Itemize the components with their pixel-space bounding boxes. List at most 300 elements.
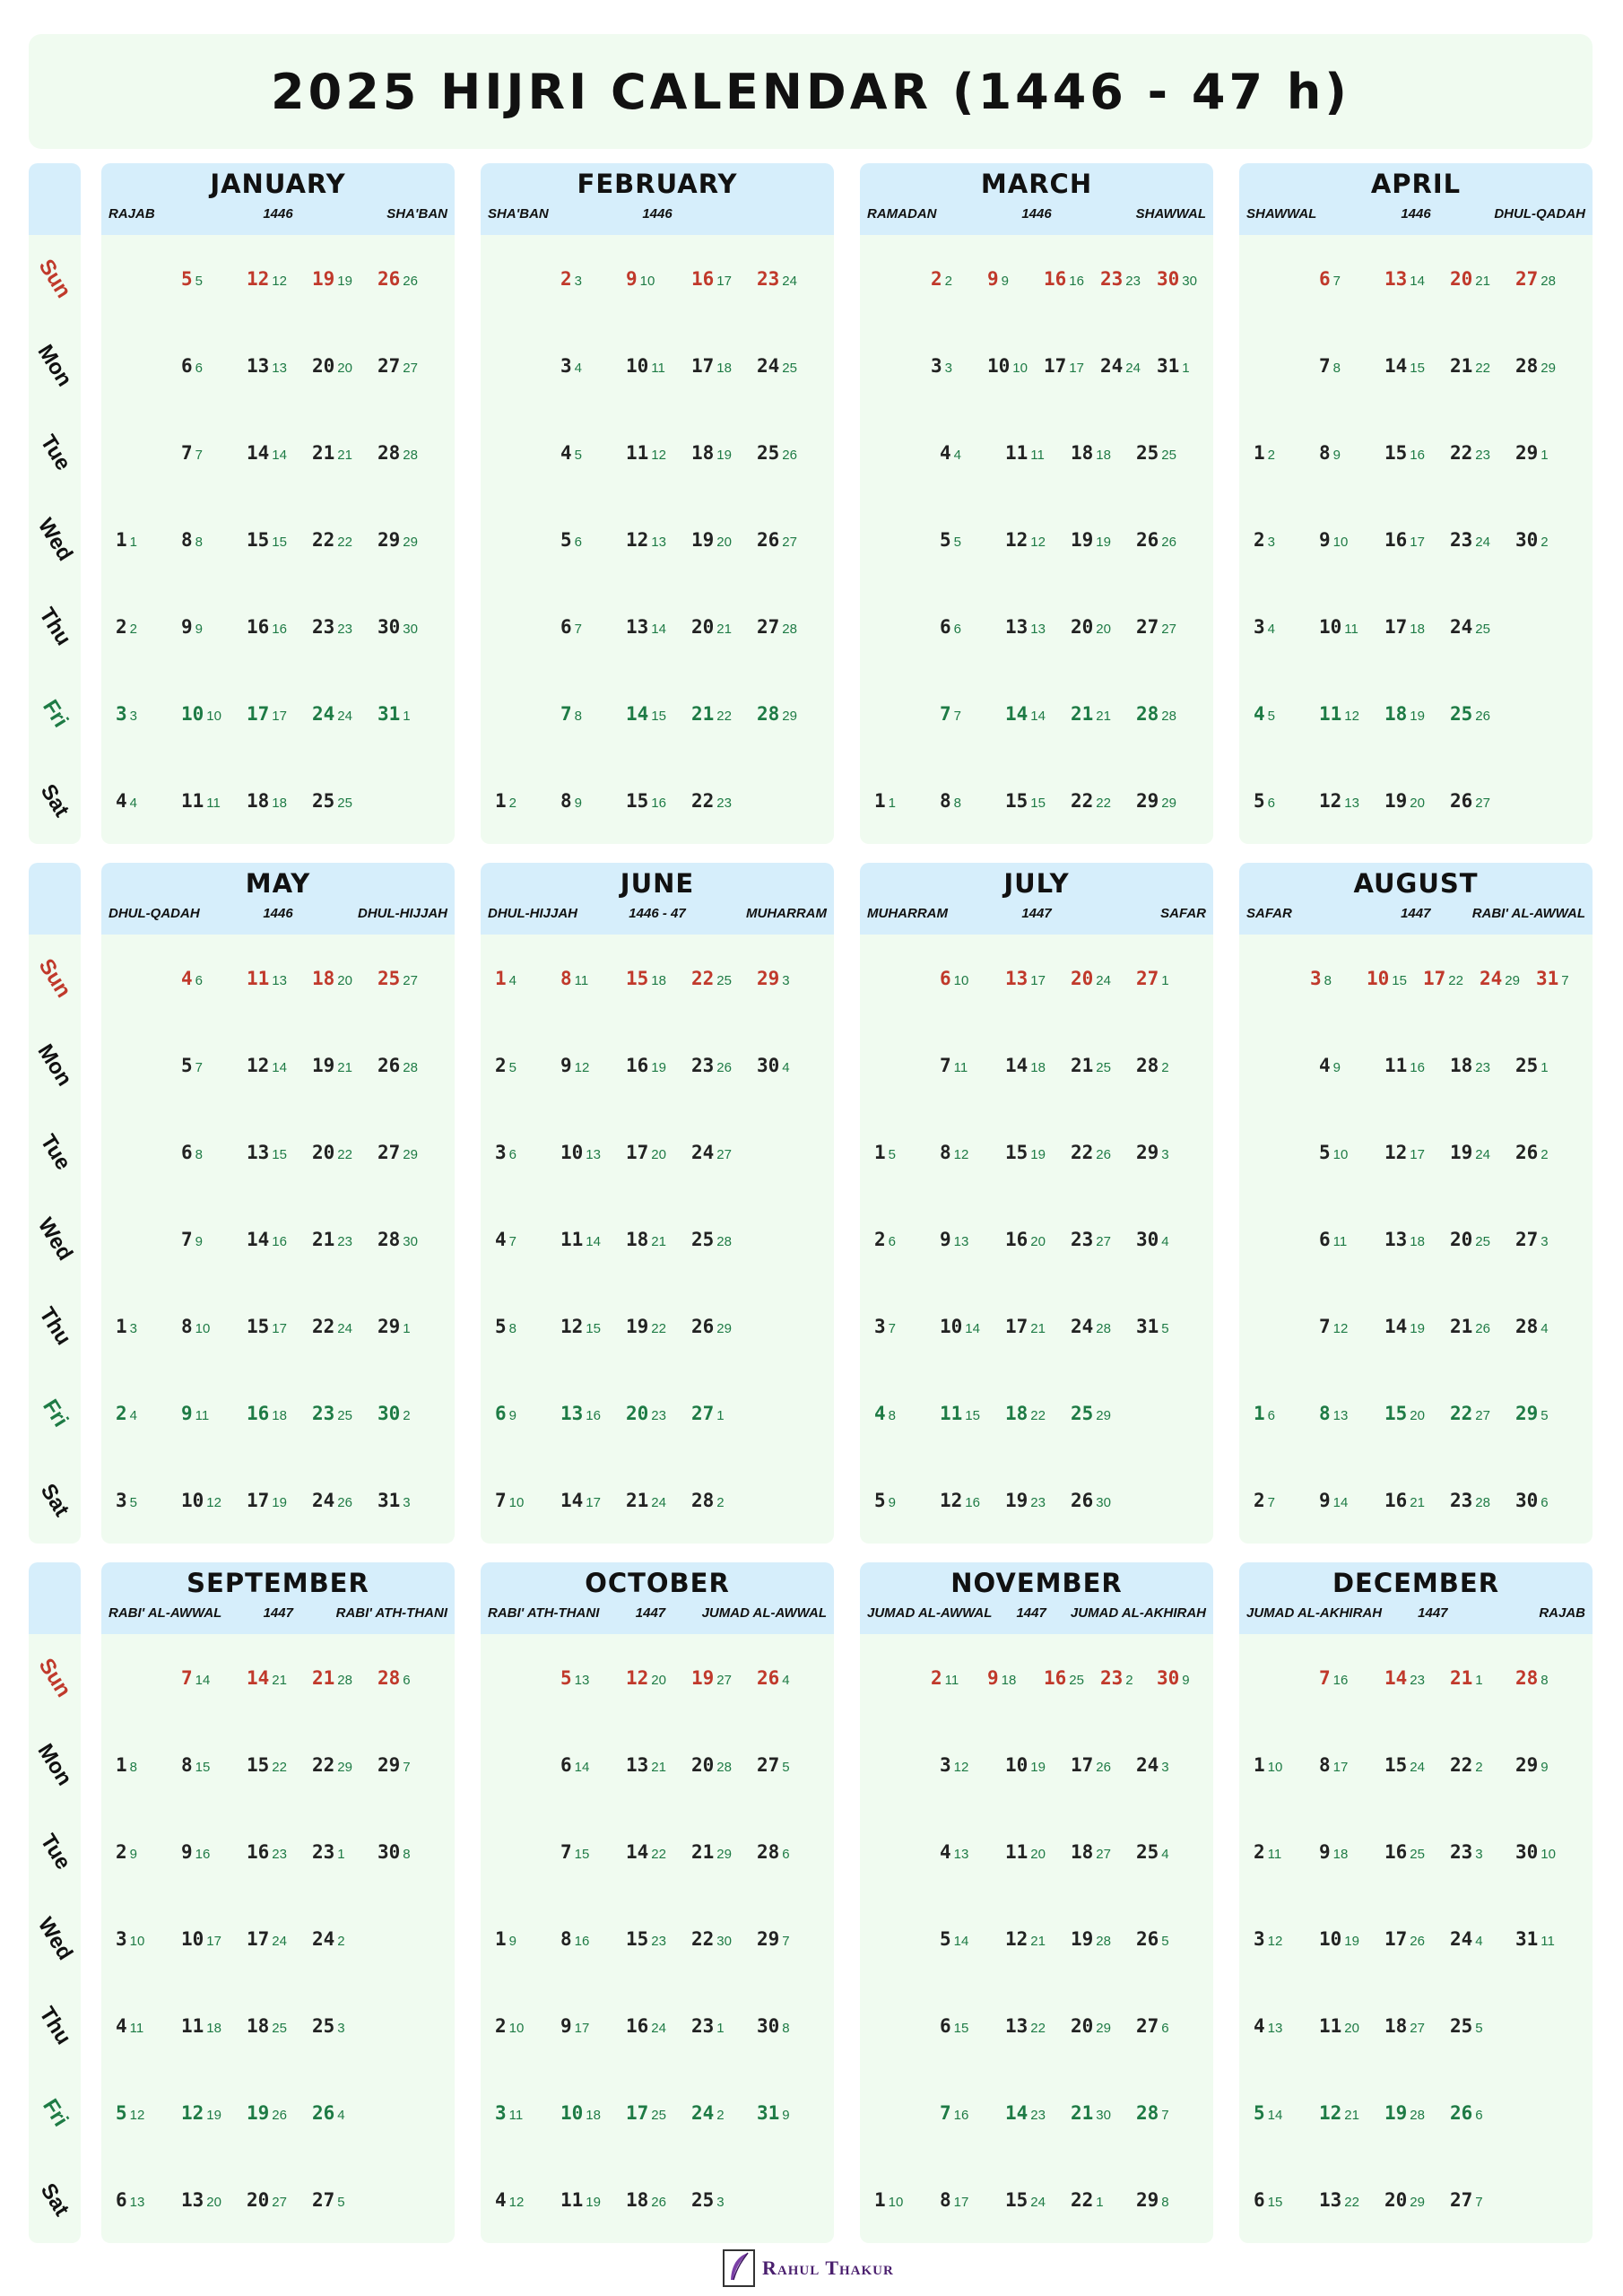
- week-row-tue: [481, 1808, 834, 1895]
- week-row-wed: [860, 1895, 1213, 1982]
- date-cell: [560, 268, 626, 290]
- date-cell: [1136, 1055, 1202, 1076]
- date-cell: [181, 1055, 247, 1076]
- gregorian-date: 9: [181, 615, 193, 638]
- date-cell: [560, 1142, 626, 1163]
- hijri-date: 22: [337, 534, 352, 550]
- date-cell: [1515, 268, 1581, 290]
- brand-logo: [723, 2249, 894, 2287]
- gregorian-date: 18: [1450, 1054, 1473, 1076]
- gregorian-date: 3: [116, 1927, 127, 1950]
- gregorian-date: 18: [247, 2014, 270, 2037]
- date-cell: [1384, 703, 1450, 725]
- hijri-date: 13: [651, 534, 666, 550]
- hijri-date: 15: [651, 708, 666, 724]
- month-name: JUNE: [620, 868, 695, 899]
- week-row-sun: [1239, 235, 1593, 322]
- hijri-date: 2: [1541, 1146, 1549, 1162]
- date-cell: [1515, 1490, 1581, 1511]
- gregorian-date: 28: [378, 441, 401, 464]
- gregorian-date: 19: [312, 1054, 335, 1076]
- gregorian-date: 13: [1384, 1228, 1408, 1250]
- hijri-date: 7: [574, 621, 582, 637]
- hijri-month-label: MUHARRAM: [746, 906, 827, 921]
- hijri-date: 11: [508, 2107, 524, 2123]
- date-cell: [1071, 1403, 1136, 1424]
- date-cell: [1005, 2015, 1071, 2037]
- hijri-date: 23: [1030, 2107, 1046, 2123]
- hijri-month-label: RAJAB: [108, 206, 155, 222]
- hijri-date: 8: [1324, 972, 1332, 988]
- date-cell: [691, 1055, 757, 1076]
- hijri-date: 22: [272, 1759, 287, 1775]
- hijri-date: 13: [953, 1846, 969, 1862]
- date-cell: [931, 355, 987, 377]
- date-cell: [1515, 1229, 1581, 1250]
- gregorian-date: 8: [560, 1927, 572, 1950]
- hijri-date: 29: [1541, 360, 1556, 376]
- gregorian-date: 16: [247, 1402, 270, 1424]
- hijri-date: 29: [1161, 795, 1176, 811]
- hijri-date: 7: [1161, 2107, 1169, 2123]
- gregorian-date: 14: [1384, 354, 1408, 377]
- date-cell: [1157, 355, 1213, 377]
- date-cell: [1450, 1754, 1515, 1776]
- hijri-month-label: RAJAB: [1539, 1605, 1586, 1621]
- gregorian-date: 7: [181, 1228, 193, 1250]
- date-cell: [1515, 442, 1581, 464]
- gregorian-date: 19: [1384, 2101, 1408, 2124]
- date-cell: [1005, 1928, 1071, 1950]
- gregorian-date: 12: [560, 1315, 584, 1337]
- gregorian-date: 23: [312, 1840, 335, 1863]
- date-cell: [181, 1403, 247, 1424]
- week-row-sat: [860, 757, 1213, 844]
- gregorian-date: 10: [987, 354, 1011, 377]
- gregorian-date: 19: [312, 267, 335, 290]
- gregorian-date: 29: [1515, 1753, 1539, 1776]
- hijri-date: 22: [337, 1146, 352, 1162]
- date-cell: [247, 1754, 312, 1776]
- week-row-thu: [481, 583, 834, 670]
- date-cell: [181, 529, 247, 551]
- hijri-date: 19: [1030, 1146, 1046, 1162]
- date-cell: [626, 2015, 691, 2037]
- hijri-date: 23: [651, 1933, 666, 1949]
- gregorian-date: 30: [1157, 1666, 1180, 1689]
- hijri-date: 18: [1410, 1233, 1425, 1249]
- date-cell: [378, 1055, 443, 1076]
- date-cell: [1515, 1841, 1581, 1863]
- hijri-date: 10: [195, 1320, 211, 1336]
- date-cell: [626, 268, 691, 290]
- gregorian-date: 31: [1515, 1927, 1539, 1950]
- date-cell: [1005, 790, 1071, 812]
- date-cell: [1071, 616, 1136, 638]
- gregorian-date: 4: [1254, 2014, 1265, 2037]
- gregorian-date: 26: [1136, 1927, 1159, 1950]
- hijri-date: 8: [403, 1846, 411, 1862]
- gregorian-date: 21: [312, 1228, 335, 1250]
- date-cell: [116, 529, 181, 551]
- date-cell: [560, 2189, 626, 2211]
- hijri-date: 14: [586, 1233, 601, 1249]
- day-label-wed: Wed: [32, 1912, 78, 1964]
- week-row-tue: [481, 1109, 834, 1196]
- date-cell: [560, 2015, 626, 2037]
- week-row-mon: [1239, 1022, 1593, 1109]
- date-cell: [247, 442, 312, 464]
- gregorian-date: 7: [560, 702, 572, 725]
- gregorian-date: 15: [247, 1315, 270, 1337]
- date-cell: [1071, 2102, 1136, 2124]
- hijri-date: 14: [1030, 708, 1046, 724]
- date-cell: [181, 1667, 247, 1689]
- gregorian-date: 4: [940, 441, 951, 464]
- date-cell: [1005, 1841, 1071, 1863]
- gregorian-date: 27: [757, 1753, 780, 1776]
- gregorian-date: 22: [1450, 1753, 1473, 1776]
- hijri-date: 3: [574, 273, 582, 289]
- hijri-date: 20: [206, 2194, 221, 2210]
- hijri-date: 14: [574, 1759, 590, 1775]
- gregorian-date: 18: [312, 967, 335, 989]
- gregorian-date: 4: [116, 789, 127, 812]
- gregorian-date: 6: [940, 615, 951, 638]
- hijri-date: 5: [1267, 708, 1275, 724]
- hijri-month-label: 1447: [1021, 906, 1052, 921]
- hijri-date: 25: [1475, 621, 1490, 637]
- hijri-date: 9: [508, 1407, 516, 1423]
- gregorian-date: 1: [1254, 1402, 1265, 1424]
- gregorian-date: 25: [757, 441, 780, 464]
- hijri-month-label: SHAWWAL: [1135, 206, 1206, 222]
- hijri-date: 22: [1096, 795, 1111, 811]
- date-cell: [1071, 703, 1136, 725]
- date-cell: [247, 1490, 312, 1511]
- date-cell: [1136, 2189, 1202, 2211]
- gregorian-date: 15: [1384, 1402, 1408, 1424]
- date-cell: [1071, 1055, 1136, 1076]
- date-cell: [1384, 529, 1450, 551]
- gregorian-date: 17: [691, 354, 715, 377]
- date-cell: [1450, 1841, 1515, 1863]
- gregorian-date: 18: [1071, 1840, 1094, 1863]
- hijri-date: 25: [1069, 1672, 1084, 1688]
- gregorian-date: 1: [874, 1141, 886, 1163]
- date-cell: [1100, 1667, 1157, 1689]
- gregorian-date: 8: [1319, 1402, 1331, 1424]
- week-row-mon: [860, 322, 1213, 409]
- gregorian-date: 21: [1450, 1315, 1473, 1337]
- gregorian-date: 6: [1254, 2188, 1265, 2211]
- gregorian-date: 19: [1384, 789, 1408, 812]
- gregorian-date: 15: [1384, 441, 1408, 464]
- date-cell: [181, 968, 247, 989]
- date-cell: [560, 616, 626, 638]
- date-cell: [626, 1316, 691, 1337]
- hijri-month-label: MUHARRAM: [867, 906, 948, 921]
- hijri-date: 1: [888, 795, 896, 811]
- gregorian-date: 14: [247, 1228, 270, 1250]
- date-cell: [757, 1754, 822, 1776]
- date-cell: [247, 1142, 312, 1163]
- week-row-sat: [860, 1457, 1213, 1544]
- gregorian-date: 13: [560, 1402, 584, 1424]
- date-cell: [495, 1055, 560, 1076]
- gregorian-date: 20: [626, 1402, 649, 1424]
- gregorian-date: 15: [626, 967, 649, 989]
- gregorian-date: 27: [378, 1141, 401, 1163]
- date-cell: [1071, 968, 1136, 989]
- date-cell: [378, 529, 443, 551]
- week-row-mon: [481, 1721, 834, 1808]
- hijri-date: 1: [129, 534, 137, 550]
- week-row-thu: [1239, 583, 1593, 670]
- hijri-date: 15: [965, 1407, 980, 1423]
- hijri-date: 10: [639, 273, 655, 289]
- hijri-date: 2: [403, 1407, 411, 1423]
- hijri-month-label: JUMAD AL-AWWAL: [867, 1605, 993, 1621]
- gregorian-date: 1: [495, 789, 507, 812]
- week-row-thu: [101, 583, 455, 670]
- title-banner: [29, 34, 1593, 149]
- hijri-date: 24: [651, 1494, 666, 1510]
- date-cell: [247, 529, 312, 551]
- hijri-date: 21: [337, 447, 352, 463]
- gregorian-date: 21: [1450, 354, 1473, 377]
- hijri-date: 21: [272, 1672, 287, 1688]
- gregorian-date: 7: [1319, 354, 1331, 377]
- date-cell: [495, 1490, 560, 1511]
- date-cell: [757, 1055, 822, 1076]
- date-cell: [1319, 1403, 1384, 1424]
- date-cell: [312, 529, 378, 551]
- date-cell: [757, 703, 822, 725]
- hijri-month-label: 1446: [1401, 206, 1431, 222]
- hijri-date: 11: [129, 2020, 144, 2036]
- gregorian-date: 26: [1071, 1489, 1094, 1511]
- hijri-date: 6: [195, 360, 203, 376]
- hijri-date: 8: [129, 1759, 137, 1775]
- date-cell: [940, 529, 1005, 551]
- date-cell: [247, 2189, 312, 2211]
- date-cell: [1254, 1490, 1319, 1511]
- gregorian-date: 26: [1515, 1141, 1539, 1163]
- date-cell: [116, 616, 181, 638]
- hijri-date: 16: [965, 1494, 980, 1510]
- hijri-date: 7: [953, 708, 961, 724]
- date-cell: [1157, 268, 1213, 290]
- hijri-month-label: 1447: [1401, 906, 1431, 921]
- hijri-date: 11: [1332, 1233, 1348, 1249]
- gregorian-date: 7: [1319, 1315, 1331, 1337]
- gregorian-date: 24: [1450, 1927, 1473, 1950]
- date-cell: [495, 1928, 560, 1950]
- date-cell: [181, 442, 247, 464]
- date-cell: [312, 1754, 378, 1776]
- hijri-date: 4: [337, 2107, 345, 2123]
- hijri-date: 20: [1344, 2020, 1359, 2036]
- date-cell: [1254, 1754, 1319, 1776]
- week-row-sat: [481, 2156, 834, 2243]
- date-cell: [116, 1754, 181, 1776]
- date-cell: [116, 703, 181, 725]
- hijri-date: 17: [953, 2194, 969, 2210]
- gregorian-date: 6: [940, 2014, 951, 2037]
- gregorian-date: 24: [312, 1927, 335, 1950]
- hijri-date: 1: [1541, 447, 1549, 463]
- hijri-date: 25: [1096, 1059, 1111, 1075]
- week-row-thu: [481, 1283, 834, 1370]
- hijri-month-label: RABI' ATH-THANI: [335, 1605, 448, 1621]
- date-cell: [1100, 355, 1157, 377]
- month-name: JULY: [1003, 868, 1070, 899]
- date-cell: [691, 1316, 757, 1337]
- date-cell: [181, 1841, 247, 1863]
- hijri-date: 14: [1267, 2107, 1283, 2123]
- hijri-date: 8: [1332, 360, 1341, 376]
- hijri-date: 10: [1332, 534, 1349, 550]
- gregorian-date: 22: [1071, 1141, 1094, 1163]
- gregorian-date: 20: [1071, 615, 1094, 638]
- hijri-date: 29: [403, 1146, 418, 1162]
- gregorian-date: 18: [1005, 1402, 1028, 1424]
- date-cell: [940, 703, 1005, 725]
- date-cell: [1136, 703, 1202, 725]
- week-row-tue: [1239, 409, 1593, 496]
- gregorian-date: 7: [940, 1054, 951, 1076]
- hijri-date: 16: [1332, 1672, 1349, 1688]
- hijri-month-label: JUMAD AL-AKHIRAH: [1070, 1605, 1206, 1621]
- gregorian-date: 22: [1071, 789, 1094, 812]
- gregorian-date: 26: [312, 2101, 335, 2124]
- date-cell: [116, 790, 181, 812]
- week-row-tue: [101, 1109, 455, 1196]
- hijri-date: 8: [888, 1407, 896, 1423]
- gregorian-date: 30: [1157, 267, 1180, 290]
- hijri-month-label: DHUL-QADAH: [108, 906, 200, 921]
- hijri-date: 21: [1475, 273, 1490, 289]
- hijri-date: 28: [337, 1672, 352, 1688]
- hijri-date: 2: [1475, 1759, 1483, 1775]
- gregorian-date: 28: [1136, 2101, 1159, 2124]
- week-row-wed: [1239, 1895, 1593, 1982]
- hijri-date: 9: [1541, 1759, 1549, 1775]
- date-cell: [1044, 268, 1100, 290]
- gregorian-date: 6: [560, 1753, 572, 1776]
- gregorian-date: 9: [987, 267, 999, 290]
- gregorian-date: 9: [626, 267, 638, 290]
- date-cell: [560, 1754, 626, 1776]
- week-row-sat: [101, 1457, 455, 1544]
- hijri-date: 22: [651, 1320, 666, 1336]
- gregorian-date: 6: [560, 615, 572, 638]
- date-cell: [940, 968, 1005, 989]
- date-cell: [1005, 2102, 1071, 2124]
- hijri-date: 17: [1069, 360, 1084, 376]
- date-cell: [1515, 1142, 1581, 1163]
- gregorian-date: 23: [1450, 1840, 1473, 1863]
- hijri-date: 18: [272, 795, 287, 811]
- gregorian-date: 20: [312, 1141, 335, 1163]
- hijri-date: 14: [1410, 273, 1425, 289]
- gregorian-date: 2: [495, 2014, 507, 2037]
- hijri-date: 27: [1410, 2020, 1425, 2036]
- hijri-date: 7: [508, 1233, 516, 1249]
- week-row-fri: [481, 2069, 834, 2156]
- date-cell: [1384, 1754, 1450, 1776]
- hijri-date: 19: [272, 1494, 287, 1510]
- gregorian-date: 31: [378, 702, 401, 725]
- gregorian-date: 29: [1515, 441, 1539, 464]
- hijri-date: 25: [716, 972, 732, 988]
- date-cell: [1384, 1055, 1450, 1076]
- gregorian-date: 19: [626, 1315, 649, 1337]
- week-row-wed: [101, 1196, 455, 1283]
- hijri-date: 16: [1069, 273, 1084, 289]
- hijri-date: 3: [129, 708, 137, 724]
- hijri-date: 15: [272, 1146, 287, 1162]
- hijri-date: 15: [1392, 972, 1407, 988]
- date-cell: [1319, 1754, 1384, 1776]
- date-cell: [626, 790, 691, 812]
- gregorian-date: 30: [757, 1054, 780, 1076]
- date-cell: [181, 1928, 247, 1950]
- date-cell: [1254, 2015, 1319, 2037]
- week-row-mon: [1239, 322, 1593, 409]
- hijri-date: 26: [272, 2107, 287, 2123]
- gregorian-date: 7: [495, 1489, 507, 1511]
- gregorian-date: 14: [626, 1840, 649, 1863]
- hijri-date: 24: [1030, 2194, 1046, 2210]
- date-cell: [247, 2015, 312, 2037]
- gregorian-date: 20: [1384, 2188, 1408, 2211]
- date-cell: [378, 1754, 443, 1776]
- gregorian-date: 28: [1515, 1666, 1539, 1689]
- date-cell: [1071, 1490, 1136, 1511]
- week-row-sat: [101, 2156, 455, 2243]
- date-cell: [874, 1316, 940, 1337]
- hijri-date: 19: [1030, 1759, 1046, 1775]
- hijri-date: 9: [195, 1233, 203, 1249]
- week-row-fri: [481, 1370, 834, 1457]
- hijri-date: 28: [1541, 273, 1556, 289]
- day-name-column: [29, 163, 81, 844]
- date-cell: [247, 1928, 312, 1950]
- hijri-date: 6: [953, 621, 961, 637]
- date-cell: [757, 355, 822, 377]
- date-cell: [1515, 1055, 1581, 1076]
- gregorian-date: 28: [378, 1666, 401, 1689]
- gregorian-date: 5: [940, 528, 951, 551]
- hijri-date: 5: [888, 1146, 896, 1162]
- hijri-date: 12: [1030, 534, 1046, 550]
- date-cell: [1450, 1403, 1515, 1424]
- hijri-date: 23: [1475, 447, 1490, 463]
- gregorian-date: 3: [116, 1489, 127, 1511]
- date-cell: [1450, 1928, 1515, 1950]
- date-cell: [1367, 968, 1423, 989]
- gregorian-date: 16: [691, 267, 715, 290]
- week-row-tue: [481, 409, 834, 496]
- date-cell: [931, 1667, 987, 1689]
- hijri-date: 2: [716, 2107, 725, 2123]
- hijri-date: 13: [574, 1672, 590, 1688]
- date-cell: [247, 1229, 312, 1250]
- gregorian-date: 4: [940, 1840, 951, 1863]
- date-cell: [312, 1667, 378, 1689]
